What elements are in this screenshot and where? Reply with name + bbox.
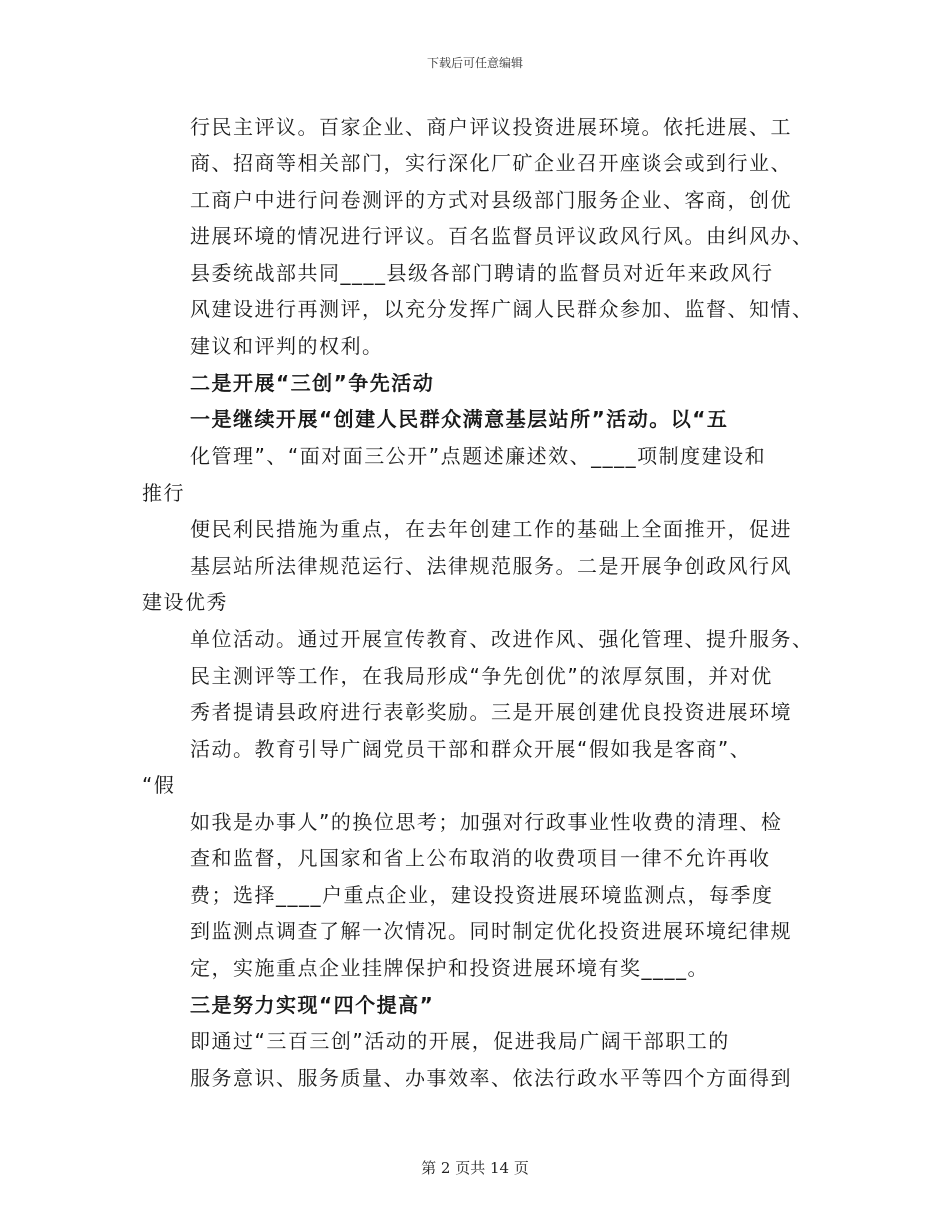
body-line: 化管理”、“面对面三公开”点题述廉述效、____项制度建设和: [190, 444, 767, 468]
body-line: 秀者提请县政府进行表彰奖励。三是开展创建优良投资进展环境: [190, 700, 792, 724]
body-line: 定，实施重点企业挂牌保护和投资进展环境有奖____。: [190, 956, 709, 980]
body-line: 便民利民措施为重点，在去年创建工作的基础上全面推开，促进: [190, 517, 792, 541]
body-line: 服务意识、服务质量、办事效率、依法行政水平等四个方面得到: [190, 1066, 792, 1090]
body-line: 如我是办事人”的换位思考；加强对行政事业性收费的清理、检: [190, 810, 783, 834]
body-line: 县委统战部共同____县级各部门聘请的监督员对近年来政风行: [190, 261, 774, 285]
body-line: 即通过“三百三创”活动的开展，促进我局广阔干部职工的: [190, 1029, 730, 1053]
body-line: 风建设进行再测评，以充分发挥广阔人民群众参加、监督、知情、: [190, 297, 814, 321]
body-line: 建设优秀: [142, 590, 228, 614]
body-line: 商、招商等相关部门，实行深化厂矿企业召开座谈会或到行业、: [190, 151, 792, 175]
page-footer: 第 2 页共 14 页: [421, 1159, 529, 1177]
subsection-heading: 一是继续开展“创建人民群众满意基层站所”活动。以“五: [190, 407, 729, 431]
body-line: 建议和评判的权利。: [190, 334, 384, 358]
body-line: 到监测点调查了解一次情况。同时制定优化投资进展环境纪律规: [190, 919, 792, 943]
section-heading: 三是努力实现“四个提高”: [190, 993, 435, 1017]
body-line: 推行: [142, 481, 185, 505]
page-header: 下载后可任意编辑: [426, 56, 523, 70]
body-line: “假: [142, 773, 176, 797]
body-line: 工商户中进行问卷测评的方式对县级部门服务企业、客商，创优: [190, 188, 792, 212]
body-line: 费；选择____户重点企业，建设投资进展环境监测点，每季度: [190, 883, 774, 907]
body-line: 行民主评议。百家企业、商户评议投资进展环境。依托进展、工: [190, 115, 792, 139]
body-line: 活动。教育引导广阔党员干部和群众开展“假如我是客商”、: [190, 737, 752, 761]
body-line: 民主测评等工作，在我局形成“争先创优”的浓厚氛围，并对优: [190, 664, 773, 688]
body-line: 单位活动。通过开展宣传教育、改进作风、强化管理、提升服务、: [190, 627, 814, 651]
section-heading: 二是开展“三创”争先活动: [190, 371, 435, 395]
body-line: 基层站所法律规范运行、法律规范服务。二是开展争创政风行风: [190, 554, 792, 578]
body-line: 查和监督，凡国家和省上公布取消的收费项目一律不允许再收: [190, 846, 771, 870]
body-line: 进展环境的情况进行评议。百名监督员评议政风行风。由纠风办、: [190, 224, 814, 248]
